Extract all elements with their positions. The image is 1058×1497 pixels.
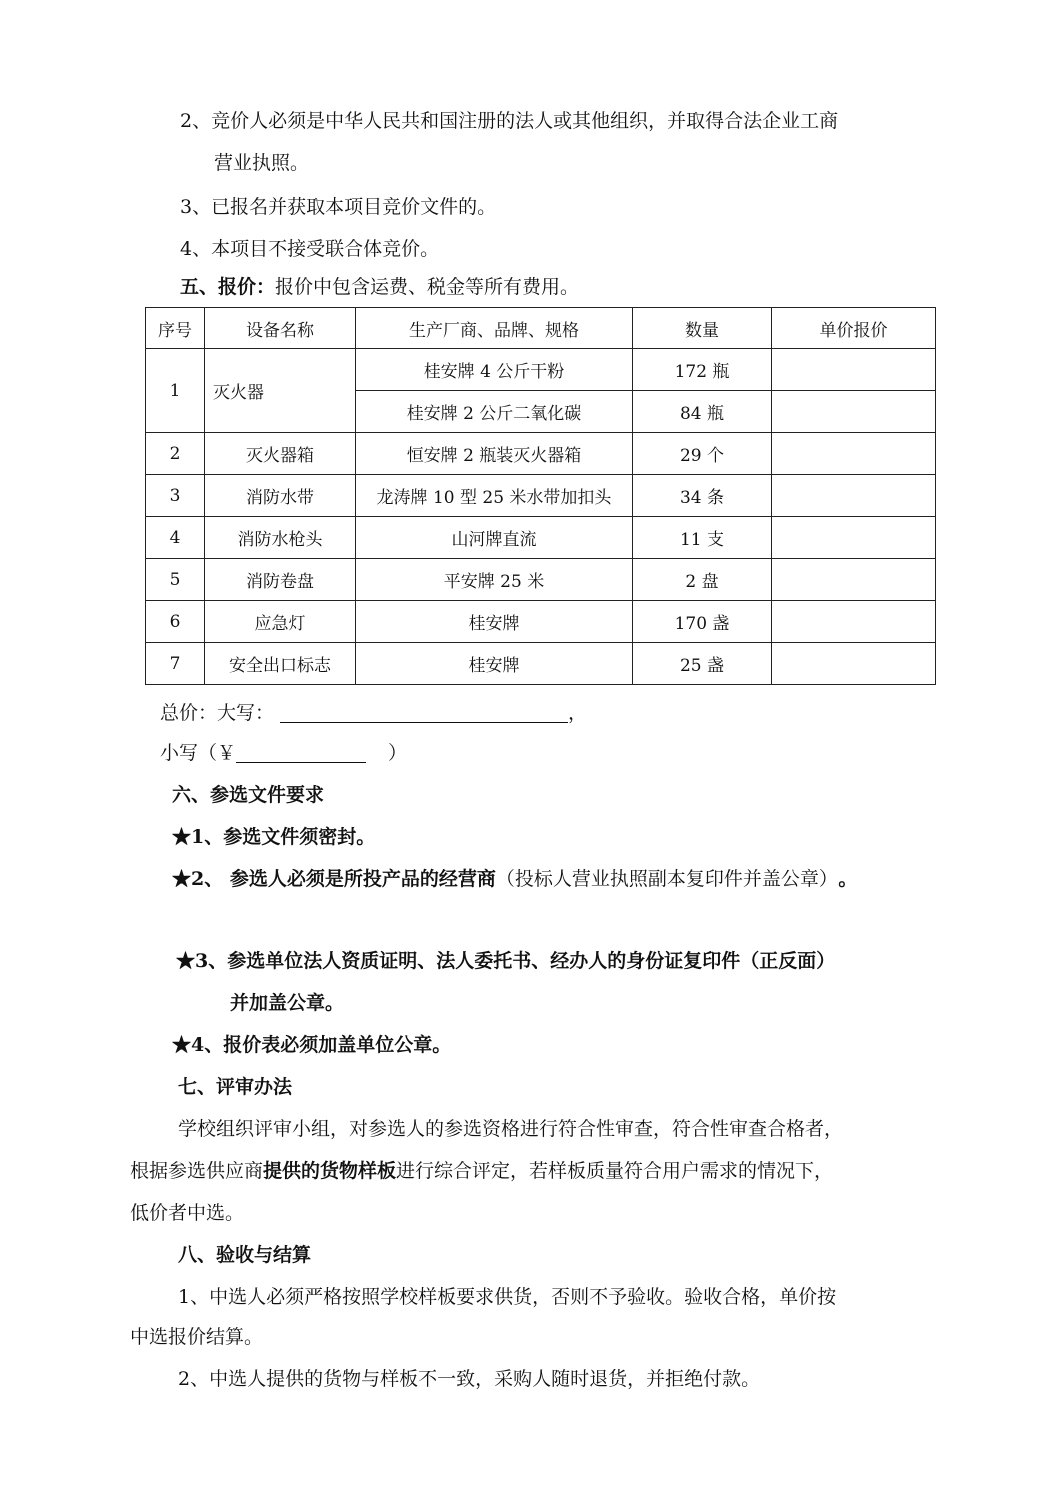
total-comma: ， [568, 702, 588, 724]
requirement-item-4: 4、本项目不接受联合体竞价。 [180, 238, 440, 260]
table-row [146, 643, 936, 685]
row-number: 4 [146, 517, 205, 559]
row-number: 3 [146, 475, 205, 517]
review-heading: 七、评审办法 [178, 1076, 293, 1098]
unit-price-cell[interactable] [772, 433, 936, 475]
total-small-close: ） [388, 742, 408, 764]
table-header-row [146, 308, 936, 349]
unit-price-cell[interactable] [772, 559, 936, 601]
header-cell: 数量 [633, 308, 772, 349]
quantity-cell: 170 盏 [633, 601, 772, 643]
review-paragraph-line-1: 学校组织评审小组，对参选人的参选资格进行符合性审查，符合性审查合格者， [178, 1118, 844, 1140]
spec-cell: 桂安牌 [356, 601, 633, 643]
docs-item-3-line-1: ★3、参选单位法人资质证明、法人委托书、经办人的身份证复印件（正反面） [176, 950, 836, 972]
requirement-item-2-line-2: 营业执照。 [214, 152, 310, 174]
unit-price-cell[interactable] [772, 601, 936, 643]
docs-item-2-normal: （投标人营业执照副本复印件并盖公章） [495, 868, 829, 890]
row-number: 2 [146, 433, 205, 475]
docs-heading: 六、参选文件要求 [172, 784, 325, 806]
quantity-cell: 34 条 [633, 475, 772, 517]
quantity-cell: 11 支 [633, 517, 772, 559]
equipment-name: 消防水枪头 [205, 517, 356, 559]
header-cell: 生产厂商、品牌、规格 [356, 308, 633, 349]
table-row [146, 475, 936, 517]
unit-price-cell[interactable] [772, 643, 936, 685]
row-number: 6 [146, 601, 205, 643]
docs-item-2-bold: ★2、 参选人必须是所投产品的经营商 [172, 868, 496, 890]
acceptance-item-1-line-1: 1、中选人必须严格按照学校样板要求供货，否则不予验收。验收合格，单价按 [178, 1286, 837, 1308]
header-cell: 设备名称 [205, 308, 356, 349]
quantity-cell: 84 瓶 [633, 391, 772, 433]
acceptance-item-1-line-2: 中选报价结算。 [130, 1326, 264, 1348]
equipment-name: 灭火器 [205, 349, 356, 433]
table-row [146, 601, 936, 643]
review-p2-start: 根据参选供应商 [130, 1160, 264, 1182]
unit-price-cell[interactable] [772, 349, 936, 391]
table-row [146, 517, 936, 559]
table-row [146, 433, 936, 475]
review-paragraph-line-3: 低价者中选。 [130, 1202, 245, 1224]
header-cell: 序号 [146, 308, 205, 349]
spec-cell: 山河牌直流 [356, 517, 633, 559]
quote-section-heading [180, 274, 579, 300]
spec-cell: 桂安牌 2 公斤二氧化碳 [356, 391, 633, 433]
unit-price-cell[interactable] [772, 391, 936, 433]
table-row [146, 349, 936, 391]
spec-cell: 桂安牌 4 公斤干粉 [356, 349, 633, 391]
table-row [146, 559, 936, 601]
spec-cell: 平安牌 25 米 [356, 559, 633, 601]
docs-item-1: ★1、参选文件须密封。 [172, 826, 376, 848]
docs-item-2 [172, 866, 857, 892]
docs-item-2-end: 。 [838, 868, 858, 890]
quantity-cell: 25 盏 [633, 643, 772, 685]
total-uppercase-blank[interactable] [280, 702, 568, 723]
acceptance-item-2: 2、中选人提供的货物与样板不一致，采购人随时退货，并拒绝付款。 [178, 1368, 761, 1390]
quantity-cell: 29 个 [633, 433, 772, 475]
spec-cell: 恒安牌 2 瓶装灭火器箱 [356, 433, 633, 475]
requirement-item-2-line-1: 2、竞价人必须是中华人民共和国注册的法人或其他组织，并取得合法企业工商 [180, 110, 839, 132]
total-small-line [160, 740, 407, 766]
unit-price-cell[interactable] [772, 517, 936, 559]
row-number: 1 [146, 349, 205, 433]
docs-item-4: ★4、报价表必须加盖单位公章。 [172, 1034, 452, 1056]
row-number: 7 [146, 643, 205, 685]
review-paragraph-line-2 [130, 1158, 833, 1184]
docs-item-3-line-2: 并加盖公章。 [230, 992, 345, 1014]
equipment-name: 灭火器箱 [205, 433, 356, 475]
total-small-label: 小写（￥ [160, 742, 237, 764]
quote-heading-desc: 报价中包含运费、税金等所有费用。 [275, 276, 580, 298]
quote-heading-label: 五、报价： [180, 276, 276, 298]
spec-cell: 桂安牌 [356, 643, 633, 685]
equipment-name: 消防水带 [205, 475, 356, 517]
spec-cell: 龙涛牌 10 型 25 米水带加扣头 [356, 475, 633, 517]
total-price-label: 总价：大写： [160, 702, 275, 724]
review-p2-bold: 提供的货物样板 [263, 1160, 397, 1182]
equipment-name: 消防卷盘 [205, 559, 356, 601]
equipment-name: 安全出口标志 [205, 643, 356, 685]
unit-price-cell[interactable] [772, 475, 936, 517]
row-number: 5 [146, 559, 205, 601]
requirement-item-3: 3、已报名并获取本项目竞价文件的。 [180, 196, 497, 218]
review-p2-end: 进行综合评定，若样板质量符合用户需求的情况下， [396, 1160, 834, 1182]
total-price-line [160, 700, 587, 726]
equipment-name: 应急灯 [205, 601, 356, 643]
quantity-cell: 172 瓶 [633, 349, 772, 391]
acceptance-heading: 八、验收与结算 [178, 1244, 312, 1266]
total-lowercase-blank[interactable] [236, 742, 366, 763]
header-cell: 单价报价 [772, 308, 936, 349]
quantity-cell: 2 盘 [633, 559, 772, 601]
quote-table [145, 307, 936, 685]
